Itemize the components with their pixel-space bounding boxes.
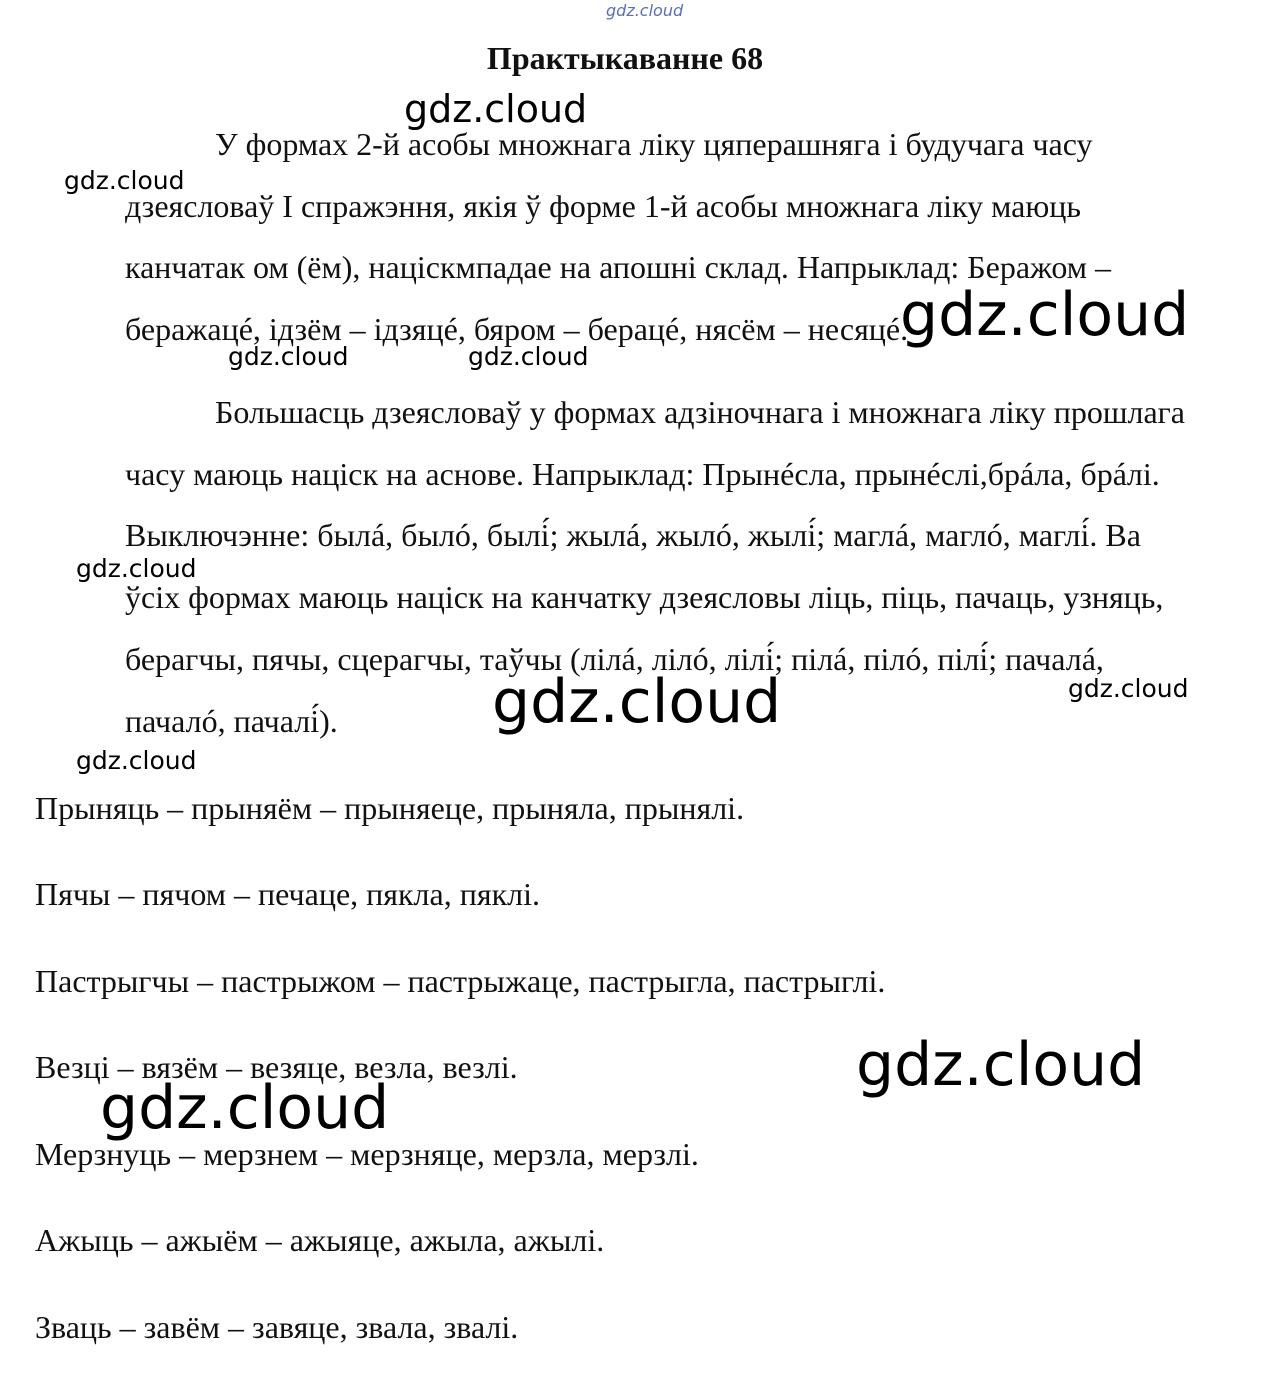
answer-line: Зваць – завём – завяце, звала, звалі. [35, 1309, 519, 1345]
answer-line: Ажыць – ажыём – ажыяце, ажыла, ажылі. [35, 1222, 605, 1258]
watermark: gdz.cloud [100, 1073, 390, 1143]
answer-line: Мерзнуць – мерзнем – мерзняце, мерзла, мерзлі. [35, 1136, 699, 1172]
watermark: gdz.cloud [492, 667, 782, 737]
watermark-top: gdz.cloud [606, 1, 684, 20]
paragraph-line: беражацé, ідзём – ідзяцé, бяром – берацé, нясём – несяцé. [125, 311, 909, 348]
watermark: gdz.cloud [900, 280, 1190, 350]
answer-line: Пастрыгчы – пастрыжом – пастрыжаце, пастрыгла, пастрыглі. [35, 963, 886, 999]
paragraph-line: У формах 2-й асобы множнага ліку цяперашняга і будучага часу [215, 126, 1093, 162]
paragraph-line: ўсіх формах маюць націск на канчатку дзеясловы ліць, піць, пачаць, узняць, [125, 579, 1164, 616]
paragraph-line: берагчы, пячы, сцерагчы, таўчы (лілá, лілó, лілі́; пілá, пілó, пілі́; пачалá, [125, 640, 1104, 677]
answer-line: Везці – вязём – везяце, везла, везлі. [35, 1049, 518, 1085]
paragraph-line: часу маюць націск на аснове. Напрыклад: Прынéсла, прынéслі,брáла, брáлі. [125, 455, 1160, 492]
watermark: gdz.cloud [76, 554, 197, 583]
paragraph-line: дзеясловаў I спражэння, якія ў форме 1-й асобы множнага ліку маюць [125, 187, 1081, 224]
paragraph-line: Выключэнне: былá, былó, былі́; жылá, жылó, жылі́; маглá, маглó, маглі́. Ва [125, 517, 1141, 554]
watermark: gdz.cloud [64, 166, 185, 195]
paragraph-line: Большасць дзеясловаў у формах адзіночнага і множнага ліку прошлага [215, 394, 1185, 430]
watermark: gdz.cloud [228, 342, 349, 371]
watermark: gdz.cloud [856, 1030, 1146, 1100]
paragraph-line: пачалó, пачалі́). [125, 702, 338, 739]
page-title: Практыкаванне 68 [486, 40, 764, 76]
watermark: gdz.cloud [76, 746, 197, 775]
watermark: gdz.cloud [1068, 674, 1189, 703]
paragraph-line: канчатак ом (ём), націскмпадае на апошні склад. Напрыклад: Беражом – [125, 249, 1111, 286]
answer-line: Пячы – пячом – печаце, пякла, пяклі. [35, 876, 540, 912]
answer-line: Прыняць – прыняём – прыняеце, прыняла, прынялі. [35, 790, 745, 826]
watermark: gdz.cloud [404, 87, 588, 131]
watermark: gdz.cloud [468, 342, 589, 371]
